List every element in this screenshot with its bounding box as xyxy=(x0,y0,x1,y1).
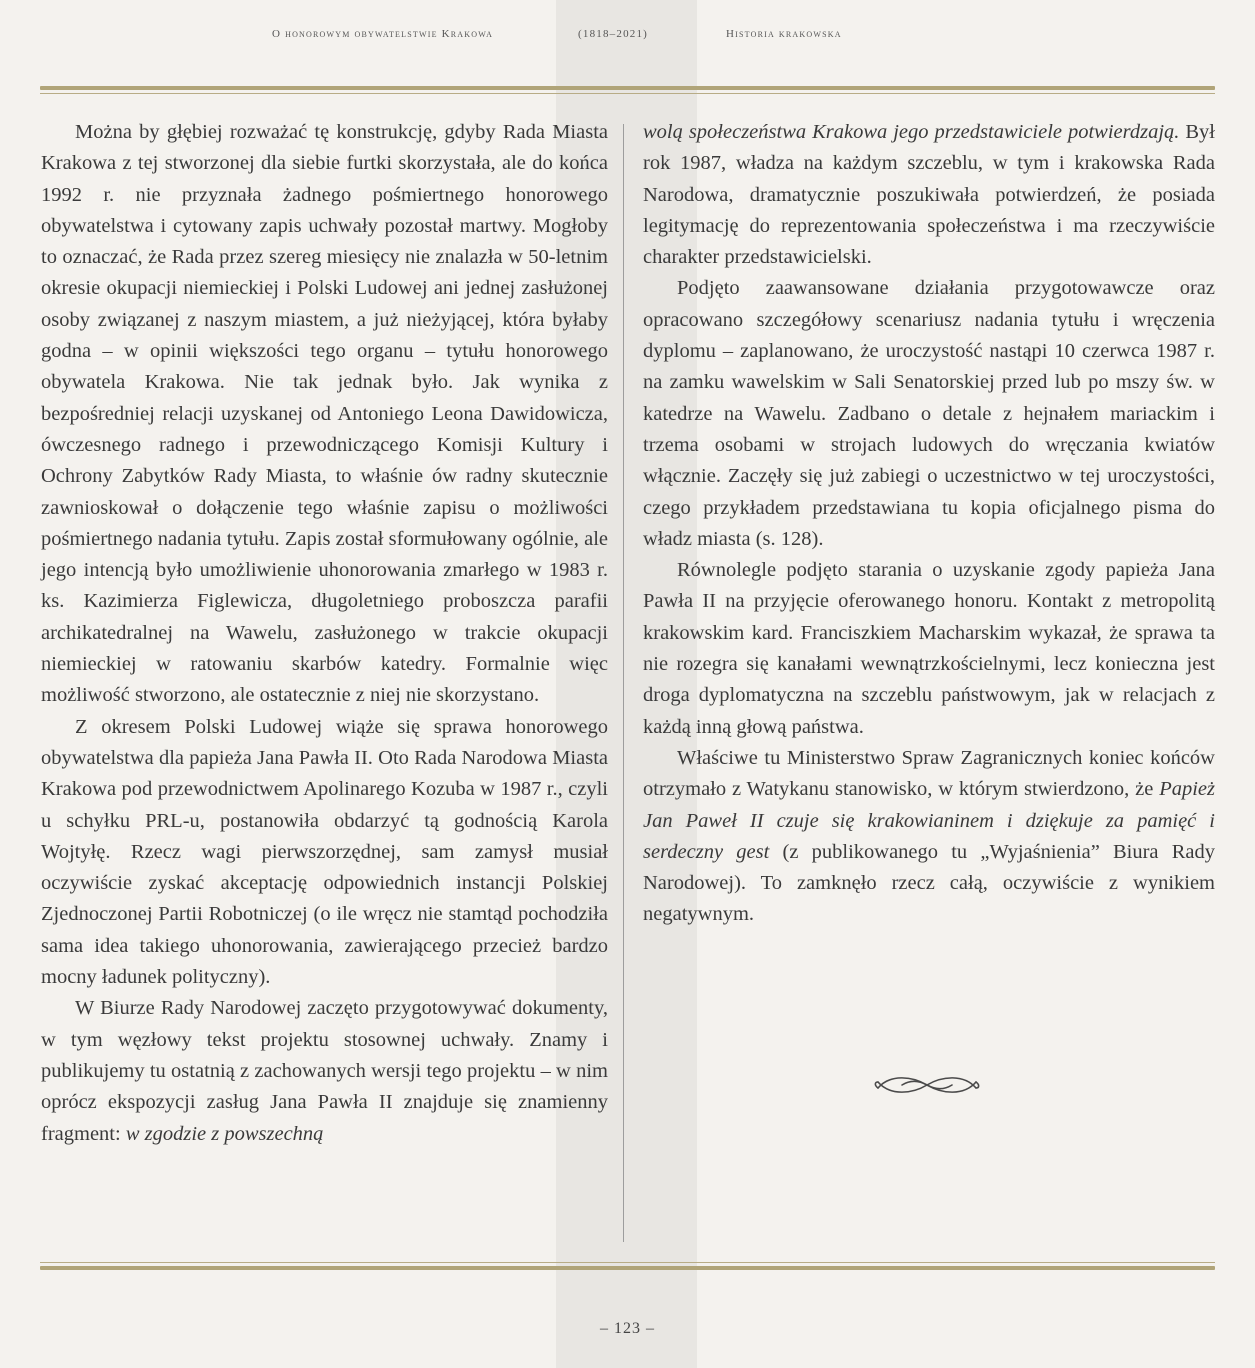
right-paragraph-4-quote: Papież Jan Paweł II czuje się krakowianinem i dziękuje za pamięć i serdeczny gest xyxy=(643,778,1216,863)
running-head-left: O honorowym obywatelstwie Krakowa xyxy=(272,28,494,40)
bottom-rule xyxy=(40,1262,1215,1270)
right-paragraph-2: Podjęto zaawansowane działania przygotowawcze oraz opracowano szczegółowy scenariusz nadania tytułu i wręczenia dyplomu – zaplanowano, że uroczystość nastąpi 10 czerwca 1987 r. na zamku wawelskim w Sali Senatorskiej przed lub po mszy św. w katedrze na Wawelu. Zadbano o detale z hejnałem mariackim i trzema osobami w strojach ludowych do wręczania kwiatów włącznie. Zaczęły się już zabiegi o uczestnictwo w tej uroczystości, czego przykładem przedstawiana tu kopia oficjalnego pisma do władz miasta (s. 128). xyxy=(643,277,1215,550)
left-paragraph-2: Z okresem Polski Ludowej wiąże się sprawa honorowego obywatelstwa dla papieża Jana Pawła II. Oto Rada Narodowa Miasta Krakowa pod przewodnictwem Apolinarego Kozuba w 1987 r., czyli u schyłku PRL-u, postanowiła obdarzyć tą godnością Karola Wojtyłę. Rzecz wagi pierwszorzędnej, sam zamysł musiał oczywiście zyskać akceptację odpowiednich instancji Polskiej Zjednoczonej Partii Robotniczej (o ile wręcz nie stamtąd pochodziła sama idea takiego uhonorowania, zawierającego przecież bardzo mocny ładunek polityczny). xyxy=(41,715,608,989)
page-number: – 123 – xyxy=(600,1320,655,1337)
right-paragraph-4 xyxy=(643,743,1215,931)
flourish-ornament-icon xyxy=(872,1068,982,1102)
left-paragraph-1: Można by głębiej rozważać tę konstrukcję, gdyby Rada Miasta Krakowa z tej stworzonej dla siebie furtki skorzystała, ale do końca 1992 r. nie przyznała żadnego pośmiertnego honorowego obywatelstwa i cytowany zapis uchwały pozostał martwy. Mogłoby to oznaczać, że Rada przez szereg miesięcy nie znalazła w 50-letnim okresie okupacji niemieckiej i Polski Ludowej ani jednej zasłużonej osoby związanej z naszym miastem, a już nieżyjącej, która byłaby godna – w opinii większości tego organu – tytułu honorowego obywatela Krakowa. Nie tak jednak było. Jak wynika z bezpośredniej relacji uzyskanej od Antoniego Leona Dawidowicza, ówczesnego radnego i przewodniczącego Komisji Kultury i Ochrony Zabytków Rady Miasta, to właśnie ów radny skutecznie zawnioskował o dołączenie tego właśnie zapisu o możliwości pośmiertnego nadania tytułu. Zapis został sformułowany ogólnie, ale jego intencją było umożliwienie uhonorowania zmarłego w 1983 r. ks. Kazimierza Figlewicza, długoletniego proboszcza parafii archikatedralnej na Wawelu, zasłużonego w trakcie okupacji niemieckiej w ratowaniu skarbów katedry. Formalnie więc możliwość stworzono, ale ostatecznie z niej nie skorzystano. xyxy=(41,121,608,707)
right-paragraph-1-quote: wolą społeczeństwa Krakowa jego przedstawiciele potwierdzają. xyxy=(643,121,1180,143)
right-paragraph-4-end: (z publikowanego tu „Wyjaśnienia” Biura Rady Narodowej). To zamknęło rzecz całą, oczywiście z wynikiem negatywnym. xyxy=(643,840,1216,926)
top-rule xyxy=(40,86,1215,94)
right-paragraph-1 xyxy=(643,117,1215,273)
right-column xyxy=(643,117,1215,931)
right-paragraph-1-text: Był rok 1987, władza na każdym szczeblu, w tym i krakowska Rada Narodowa, dramatycznie poszukiwała potwierdzeń, że posiada legitymację do reprezentowania społeczeństwa i ma rzeczywiście charakter przedstawicielski. xyxy=(643,121,1215,269)
left-paragraph-3 xyxy=(41,993,608,1149)
right-paragraph-3: Równolegle podjęto starania o uzyskanie zgody papieża Jana Pawła II na przyjęcie oferowanego honoru. Kontakt z metropolitą krakowskim kard. Franciszkiem Macharskim wykazał, że sprawa ta nie rozegra się kanałami wewnątrzkościelnymi, lecz konieczna jest droga dyplomatyczna na szczeblu państwowym, jak w relacjach z każdą inną głową państwa. xyxy=(643,559,1215,738)
running-head-center: (1818–2021) xyxy=(578,28,649,40)
left-column xyxy=(41,117,608,1150)
left-paragraph-3-quote: w zgodzie z powszechną xyxy=(125,1122,324,1145)
running-head-right: Historia krakowska xyxy=(726,28,842,40)
right-paragraph-4-start: Właściwe tu Ministerstwo Spraw Zagranicznych koniec końców otrzymało z Watykanu stanowisko, w którym stwierdzono, że xyxy=(643,746,1215,801)
left-paragraph-3-text: W Biurze Rady Narodowej zaczęto przygotowywać dokumenty, w tym węzłowy tekst projektu stosownej uchwały. Znamy i publikujemy tu ostatnią z zachowanych wersji tego projektu – w nim oprócz ekspozycji zasług Jana Pawła II znajduje się znamienny fragment: xyxy=(41,997,608,1145)
column-divider xyxy=(623,124,624,1242)
running-head xyxy=(0,28,1255,48)
